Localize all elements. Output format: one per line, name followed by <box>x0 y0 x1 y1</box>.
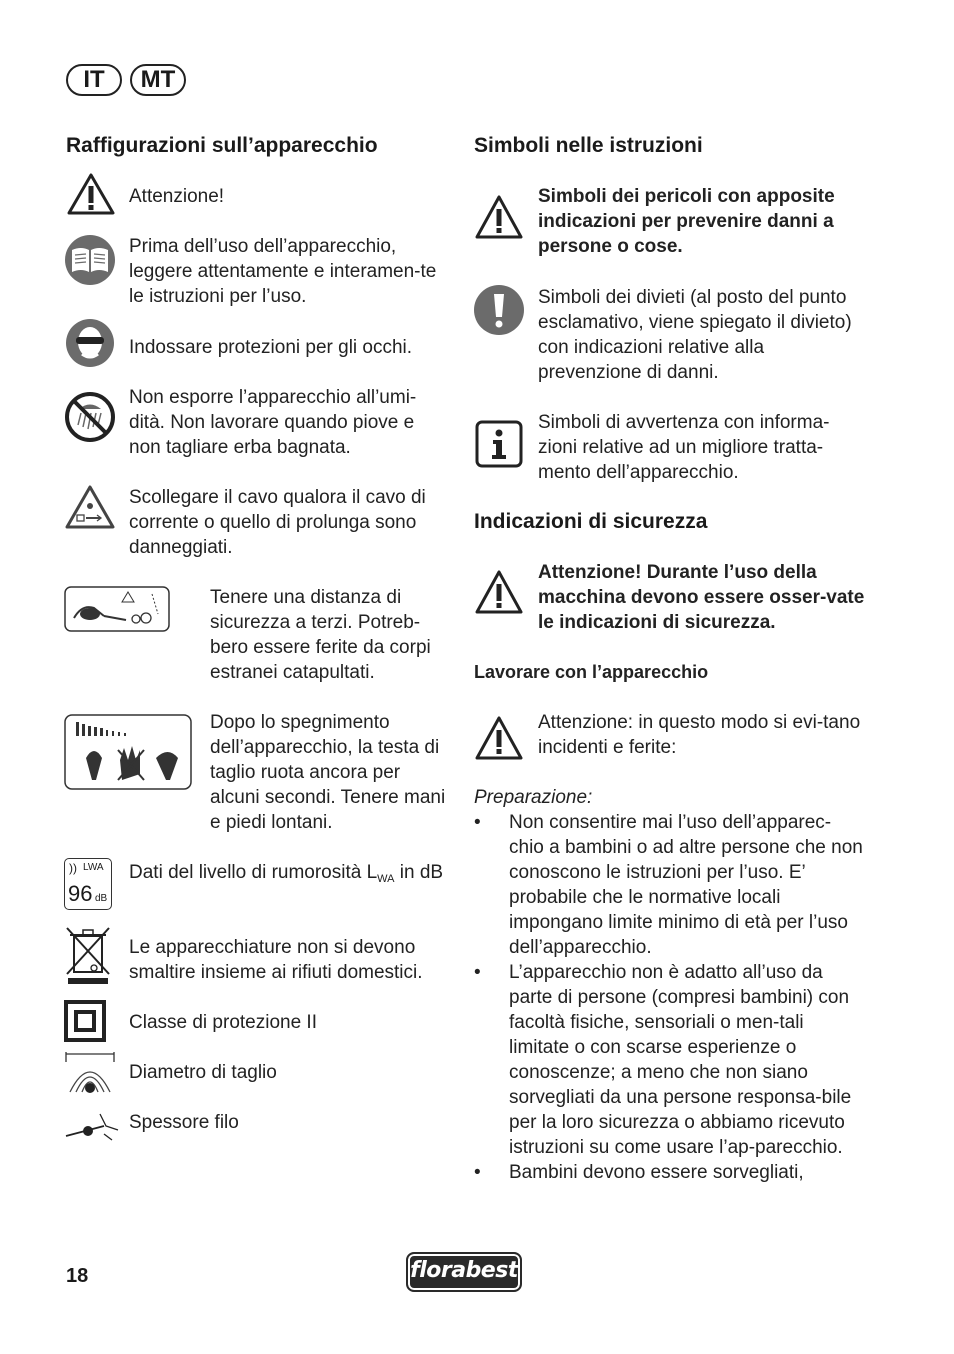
weee-bin-icon <box>64 924 112 986</box>
safety-warning-text: Attenzione! Durante l’uso della macchina devono essere osser-vate le indicazioni di sicurezza. <box>538 562 865 633</box>
left-item-text: Prima dell’uso dell’apparecchio, leggere attentamente e interamen-te le istruzioni per l’uso. <box>129 236 437 307</box>
safety-distance-icon <box>64 586 170 632</box>
lang-badge-it: IT <box>66 64 122 96</box>
safety-section-title: Indicazioni di sicurezza <box>474 510 708 533</box>
page-number: 18 <box>66 1265 89 1287</box>
info-icon <box>475 420 523 468</box>
left-item-text: Tenere una distanza di sicurezza a terzi. Potreb-bero essere ferite da corpi estranei catapultati. <box>210 587 431 683</box>
noise-badge-wave-icon: )) <box>69 861 77 875</box>
left-item-text: Diametro di taglio <box>129 1062 277 1083</box>
left-item-text: Dati del livello di rumorosità $L_{WA}$ in dB <box>129 862 444 885</box>
rotating-head-icon <box>64 714 192 790</box>
work-subtitle: Lavorare con l’apparecchio <box>474 662 709 682</box>
symbol-text: Simboli dei pericoli con apposite indicazioni per prevenire danni a persone o cose. <box>538 186 835 257</box>
logo-text: florabest <box>410 1258 518 1283</box>
florabest-logo <box>406 1252 522 1292</box>
work-warning-text: Attenzione: in questo modo si evi-tano incidenti e ferite: <box>538 712 861 758</box>
warning-triangle-icon <box>474 569 524 615</box>
read-manual-icon <box>64 234 116 286</box>
left-section-title: Raffigurazioni sull’apparecchio <box>66 134 378 157</box>
cutting-diameter-icon <box>64 1052 116 1094</box>
left-item-text: Scollegare il cavo qualora il cavo di corrente o quello di prolunga sono danneggiati. <box>129 487 426 558</box>
unplug-warning-icon <box>64 484 116 530</box>
noise-badge-value: 96 <box>68 881 93 906</box>
left-item-text: Attenzione! <box>129 186 225 207</box>
noise-badge-unit: dB <box>95 893 108 904</box>
symbol-text: Simboli di avvertenza con informa-zioni relative ad un migliore tratta-mento dell’apparecchio. <box>538 412 830 483</box>
left-item-text: Classe di protezione II <box>129 1012 317 1033</box>
lang-badge-mt: MT <box>130 64 186 96</box>
list-item: • L’apparecchio non è adatto all’uso da parte di persone (compresi bambini) con facoltà fisiche, sensoriali o men-tali limitate o con scarse esperienze o conoscenze; a meno che non siano sorvegliati da una persone responsa-bile per la loro sicurezza o abbiamo ricevuto istruzioni su come usare l’ap-parecchio. <box>474 960 864 1160</box>
no-rain-icon <box>64 391 116 443</box>
left-item-text: Spessore filo <box>129 1112 239 1133</box>
noise-level-icon <box>64 858 112 910</box>
left-item-text: Dopo lo spegnimento dell’apparecchio, la testa di taglio ruota ancora per alcuni secondi. Tenere mani e piedi lontani. <box>210 712 446 833</box>
left-item-text: Le apparecchiature non si devono smaltire insieme ai rifiuti domestici. <box>129 937 423 983</box>
warning-triangle-icon <box>474 715 524 761</box>
symbol-text: Simboli dei divieti (al posto del punto esclamativo, viene spiegato il divieto) con indicazioni relative alla prevenzione di danni. <box>538 287 852 383</box>
list-item: • Non consentire mai l’uso dell’apparec-chio a bambini o ad altre persone che non conoscono le istruzioni per l’uso. E’ probabile che le normative locali impongano limite minimo di età per l’uso dell’apparecchio. <box>474 810 864 960</box>
exclamation-circle-icon <box>473 284 525 336</box>
preparation-list <box>474 810 864 1185</box>
noise-badge-label: LWA <box>83 862 104 873</box>
list-item: • Bambini devono essere sorvegliati, <box>474 1160 864 1185</box>
left-item-text: Indossare protezioni per gli occhi. <box>129 337 413 358</box>
class-ii-icon <box>64 1000 106 1042</box>
warning-triangle-icon <box>66 172 116 216</box>
preparation-label: Preparazione: <box>474 787 593 808</box>
eye-protection-icon <box>64 318 116 368</box>
warning-triangle-icon <box>474 194 524 240</box>
left-item-text: Non esporre l’apparecchio all’umi-dità. Non lavorare quando piove e non tagliare erba bagnata. <box>129 387 417 458</box>
right-section-title: Simboli nelle istruzioni <box>474 134 703 157</box>
line-thickness-icon <box>64 1110 120 1142</box>
